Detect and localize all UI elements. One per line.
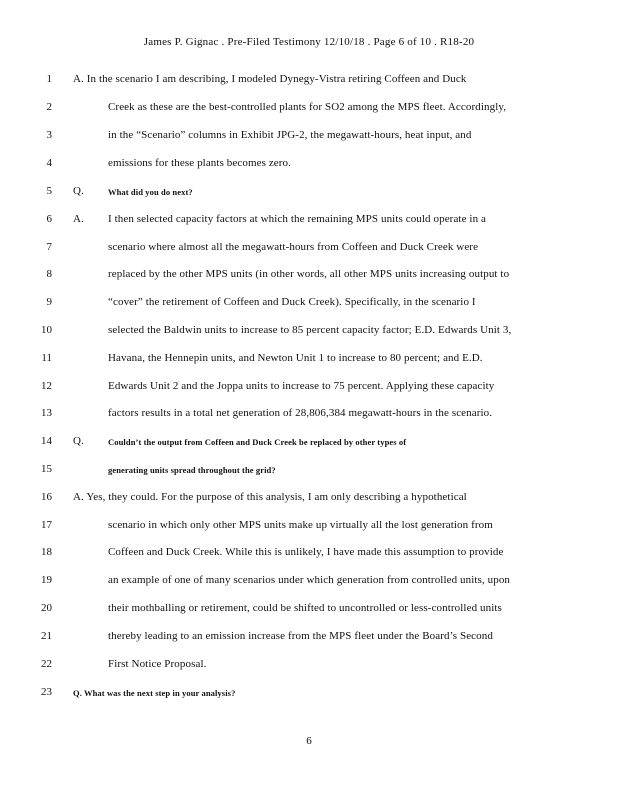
line-11 bbox=[0, 352, 618, 372]
line-text: scenario in which only other MPS units make up virtually all the lost generation from bbox=[108, 519, 493, 531]
line-text: factors results in a total net generation of 28,806,384 megawatt-hours in the scenario. bbox=[108, 407, 493, 419]
line-text: Coffeen and Duck Creek. While this is unlikely, I have made this assumption to provide bbox=[108, 546, 504, 558]
line-text: replaced by the other MPS units (in other words, all other MPS units increasing output to bbox=[108, 268, 510, 280]
line-number: 2 bbox=[46, 101, 52, 113]
line-number: 22 bbox=[41, 658, 52, 670]
line-13 bbox=[0, 407, 618, 427]
question-label: Q. bbox=[73, 185, 84, 197]
line-text: What did you do next? bbox=[108, 187, 193, 197]
line-6 bbox=[0, 213, 618, 233]
line-number: 6 bbox=[46, 213, 52, 225]
line-12 bbox=[0, 380, 618, 400]
line-text: A. In the scenario I am describing, I modeled Dynegy-Vistra retiring Coffeen and Duck bbox=[73, 73, 467, 85]
question-label: Q. bbox=[73, 435, 84, 447]
page-number: 6 bbox=[306, 735, 312, 747]
line-number: 14 bbox=[41, 435, 52, 447]
answer-label: A. bbox=[73, 213, 84, 225]
line-text: in the “Scenario” columns in Exhibit JPG-2, the megawatt-hours, heat input, and bbox=[108, 129, 472, 141]
line-text: Havana, the Hennepin units, and Newton Unit 1 to increase to 80 percent; and E.D. bbox=[108, 352, 483, 364]
line-16 bbox=[0, 491, 618, 511]
line-text: generating units spread throughout the grid? bbox=[108, 465, 276, 475]
line-number: 12 bbox=[41, 380, 52, 392]
line-number: 3 bbox=[46, 129, 52, 141]
line-10 bbox=[0, 324, 618, 344]
line-text: Creek as these are the best-controlled plants for SO2 among the MPS fleet. Accordingly, bbox=[108, 101, 507, 113]
line-18 bbox=[0, 546, 618, 566]
line-number: 23 bbox=[41, 686, 52, 698]
line-number: 4 bbox=[46, 157, 52, 169]
line-text: Couldn’t the output from Coffeen and Duck Creek be replaced by other types of bbox=[108, 437, 407, 447]
line-number: 7 bbox=[46, 241, 52, 253]
line-text: I then selected capacity factors at which the remaining MPS units could operate in a bbox=[108, 213, 487, 225]
line-15 bbox=[0, 463, 618, 483]
line-19 bbox=[0, 574, 618, 594]
line-number: 13 bbox=[41, 407, 52, 419]
line-22 bbox=[0, 658, 618, 678]
line-text: Q. What was the next step in your analysis? bbox=[73, 688, 236, 698]
line-17 bbox=[0, 519, 618, 539]
line-8 bbox=[0, 268, 618, 288]
line-14 bbox=[0, 435, 618, 455]
line-text: selected the Baldwin units to increase to 85 percent capacity factor; E.D. Edwards Unit 3, bbox=[108, 324, 512, 336]
line-text: scenario where almost all the megawatt-hours from Coffeen and Duck Creek were bbox=[108, 241, 479, 253]
line-5 bbox=[0, 185, 618, 205]
line-text: First Notice Proposal. bbox=[108, 658, 207, 670]
line-text: their mothballing or retirement, could be shifted to uncontrolled or less-controlled units bbox=[108, 602, 502, 614]
line-text: A. Yes, they could. For the purpose of this analysis, I am only describing a hypothetical bbox=[73, 491, 467, 503]
line-number: 19 bbox=[41, 574, 52, 586]
line-text: “cover” the retirement of Coffeen and Duck Creek). Specifically, in the scenario I bbox=[108, 296, 476, 308]
line-23 bbox=[0, 686, 618, 706]
page-header: James P. Gignac . Pre-Filed Testimony 12/10/18 . Page 6 of 10 . R18-20 bbox=[143, 36, 475, 48]
line-number: 18 bbox=[41, 546, 52, 558]
line-text: emissions for these plants becomes zero. bbox=[108, 157, 292, 169]
line-number: 16 bbox=[41, 491, 52, 503]
line-number: 5 bbox=[46, 185, 52, 197]
line-number: 8 bbox=[46, 268, 52, 280]
line-7 bbox=[0, 241, 618, 261]
line-number: 15 bbox=[41, 463, 52, 475]
line-text: Edwards Unit 2 and the Joppa units to increase to 75 percent. Applying these capacity bbox=[108, 380, 495, 392]
line-20 bbox=[0, 602, 618, 622]
line-1 bbox=[0, 73, 618, 93]
line-number: 9 bbox=[46, 296, 52, 308]
line-number: 11 bbox=[41, 352, 52, 364]
line-number: 10 bbox=[41, 324, 52, 336]
line-text: thereby leading to an emission increase from the MPS fleet under the Board’s Second bbox=[108, 630, 493, 642]
line-3 bbox=[0, 129, 618, 149]
line-9 bbox=[0, 296, 618, 316]
line-text: an example of one of many scenarios under which generation from controlled units, upon bbox=[108, 574, 511, 586]
line-number: 17 bbox=[41, 519, 52, 531]
line-number: 20 bbox=[41, 602, 52, 614]
line-number: 1 bbox=[46, 73, 52, 85]
line-2 bbox=[0, 101, 618, 121]
line-number: 21 bbox=[41, 630, 52, 642]
line-4 bbox=[0, 157, 618, 177]
line-21 bbox=[0, 630, 618, 650]
